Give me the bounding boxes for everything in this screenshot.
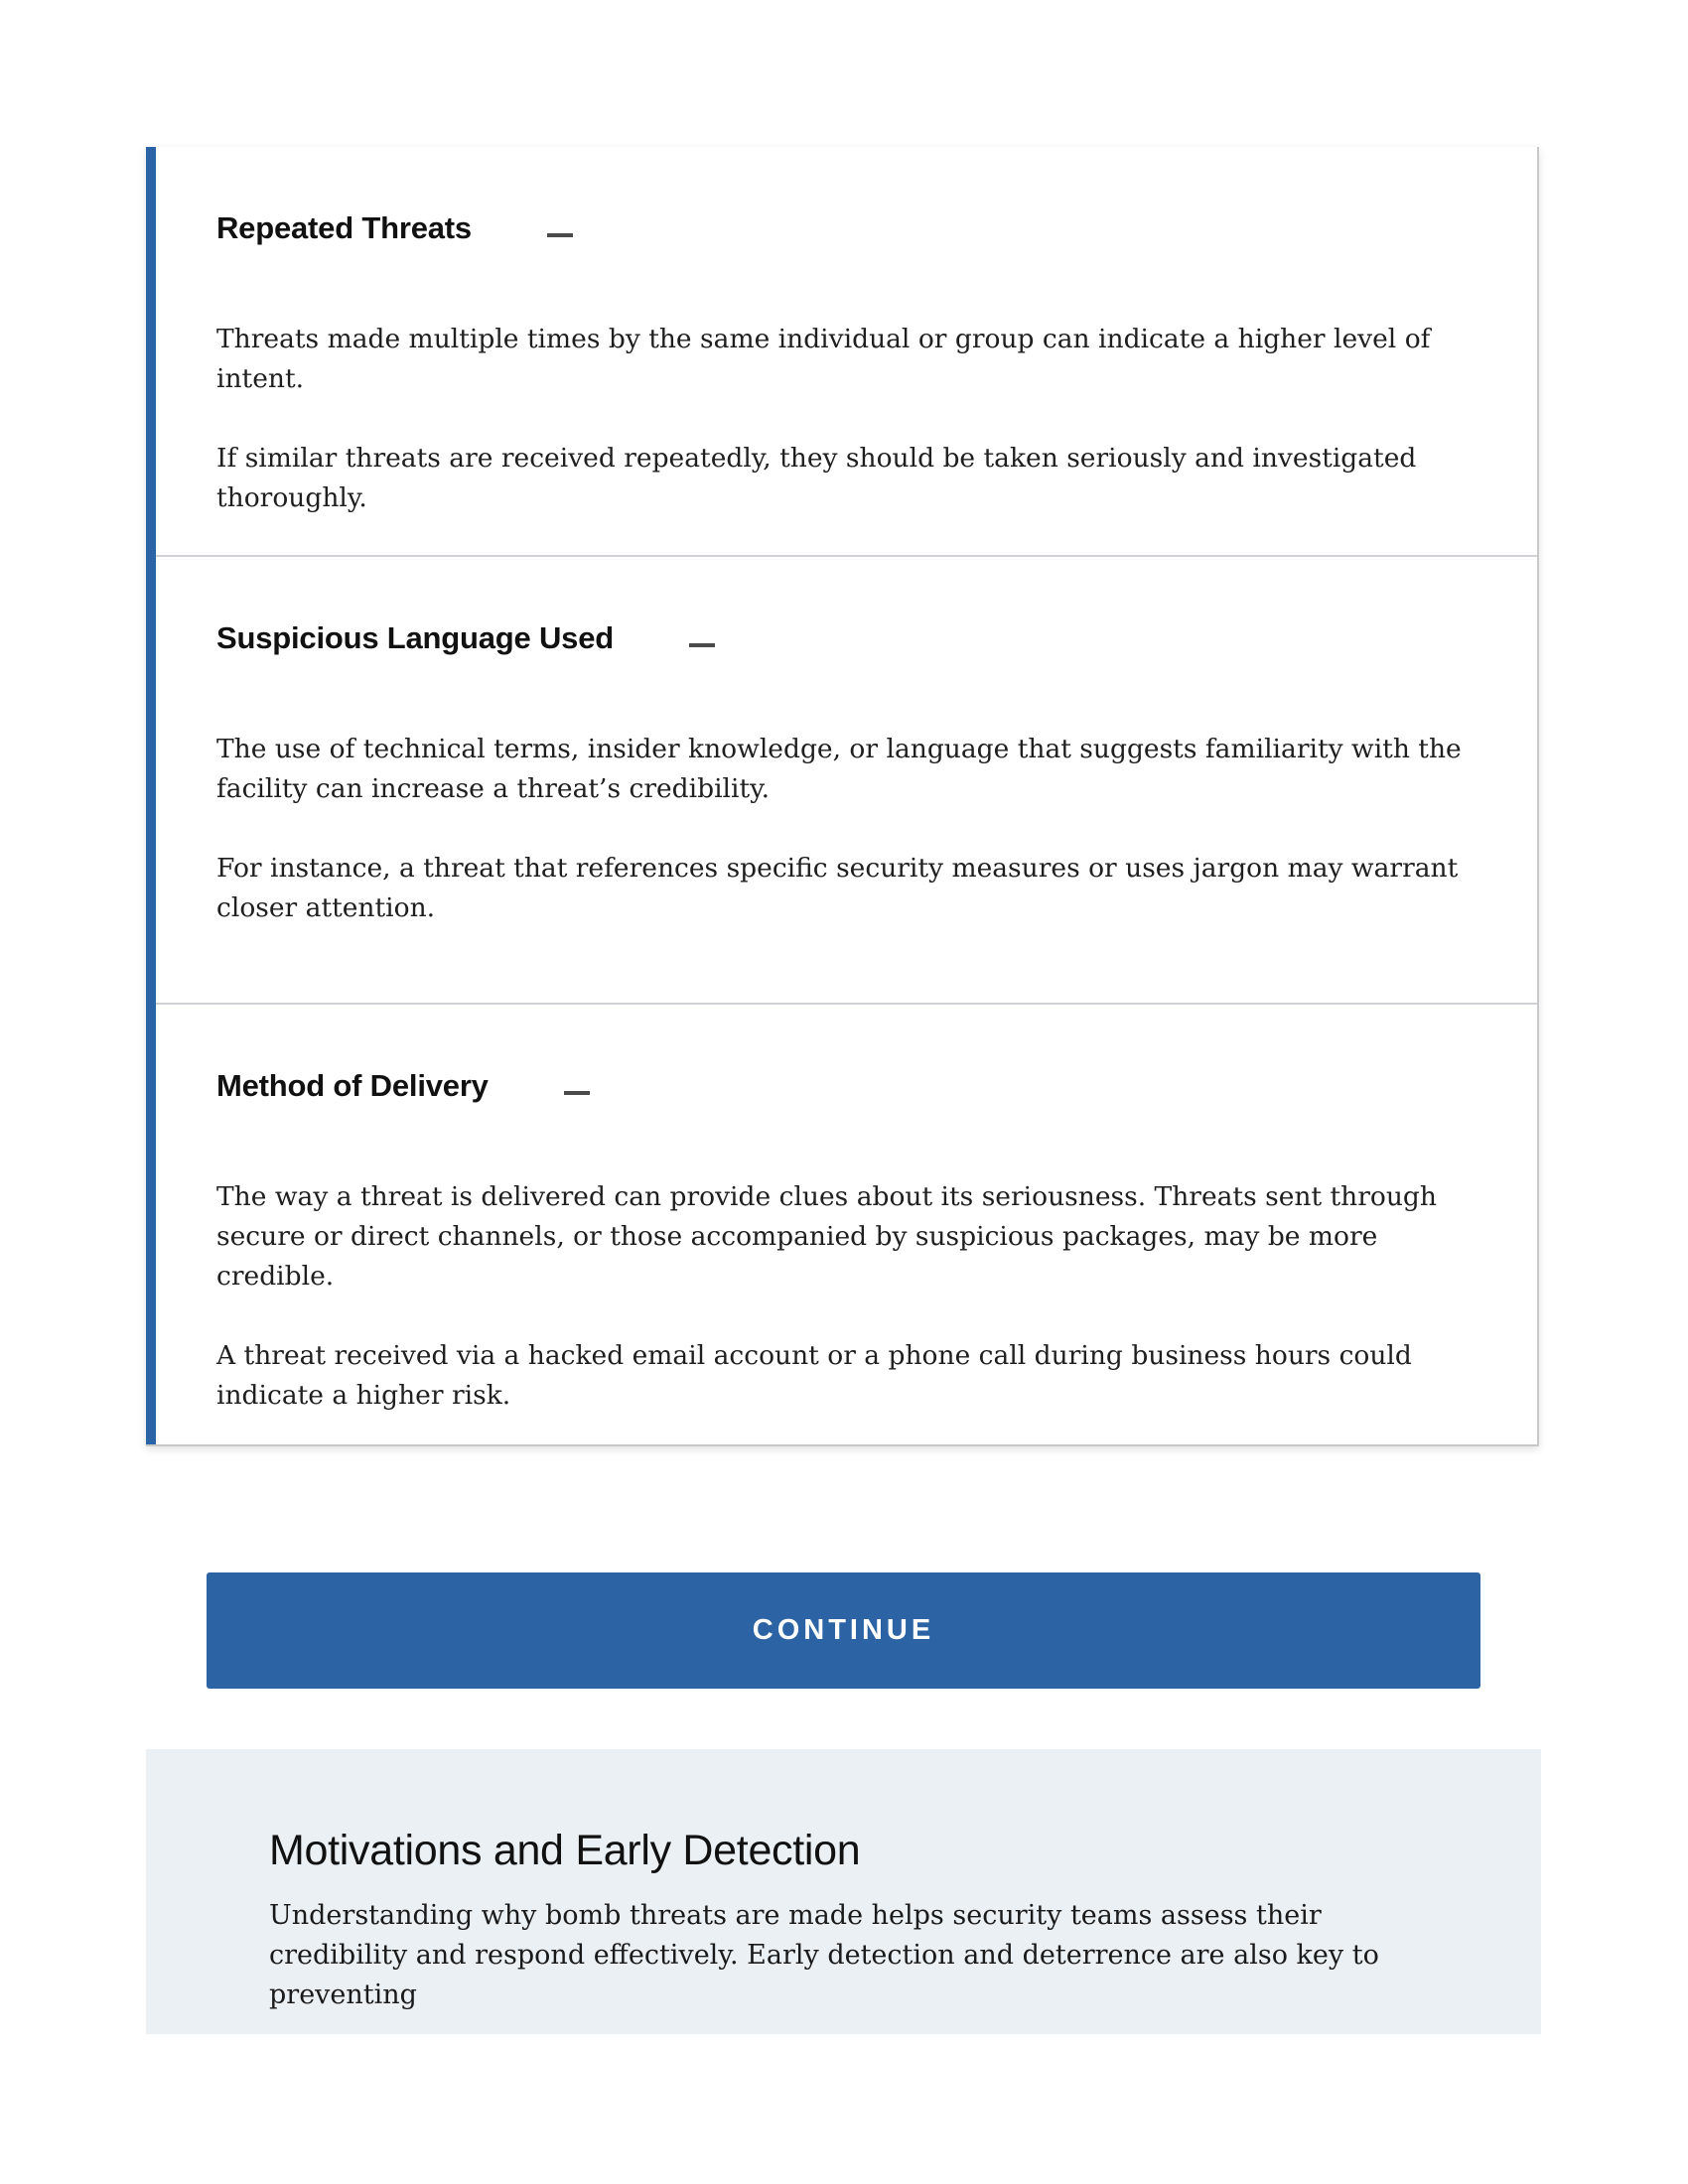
accordion-title: Method of Delivery [216,1068,489,1103]
info-section [146,1749,1541,2034]
minus-icon[interactable] [564,1091,590,1095]
accordion-body [216,320,1477,558]
minus-icon[interactable] [547,233,573,237]
accordion-header[interactable] [216,620,715,656]
accordion-paragraph: If similar threats are received repeatedly, they should be taken seriously and investigated thoroughly. [216,443,1417,513]
accordion-section-suspicious-language [156,555,1537,1003]
continue-button[interactable]: CONTINUE [207,1572,1480,1689]
accordion-body [216,730,1477,968]
accordion-paragraph: Threats made multiple times by the same individual or group can indicate a higher level of intent. [216,324,1431,394]
section-heading: Motivations and Early Detection [269,1827,861,1874]
section-text: Understanding why bomb threats are made helps security teams assess their credibility and respond effectively. Early detection and deterrence are also key to preventing [269,1900,1379,2010]
minus-icon[interactable] [689,643,715,647]
accordion-paragraph: The way a threat is delivered can provide clues about its seriousness. Threats sent through secure or direct channels, or those accompanied by suspicious packages, may be more credible. [216,1181,1437,1292]
accordion [146,147,1539,1446]
accordion-title: Suspicious Language Used [216,620,615,655]
accordion-paragraph: The use of technical terms, insider knowledge, or language that suggests familiarity with the facility can increase a threat’s credibility. [216,734,1462,804]
accordion-title: Repeated Threats [216,210,472,245]
accordion-accent-bar [146,147,156,1444]
accordion-header[interactable] [216,1068,590,1104]
accordion-paragraph: A threat received via a hacked email account or a phone call during business hours could indicate a higher risk. [216,1340,1412,1411]
accordion-section-method-of-delivery [156,1003,1537,1446]
accordion-section-repeated-threats [156,147,1537,555]
accordion-body [216,1177,1477,1455]
accordion-header[interactable] [216,210,573,246]
accordion-paragraph: For instance, a threat that references specific security measures or uses jargon may warrant closer attention. [216,853,1459,923]
